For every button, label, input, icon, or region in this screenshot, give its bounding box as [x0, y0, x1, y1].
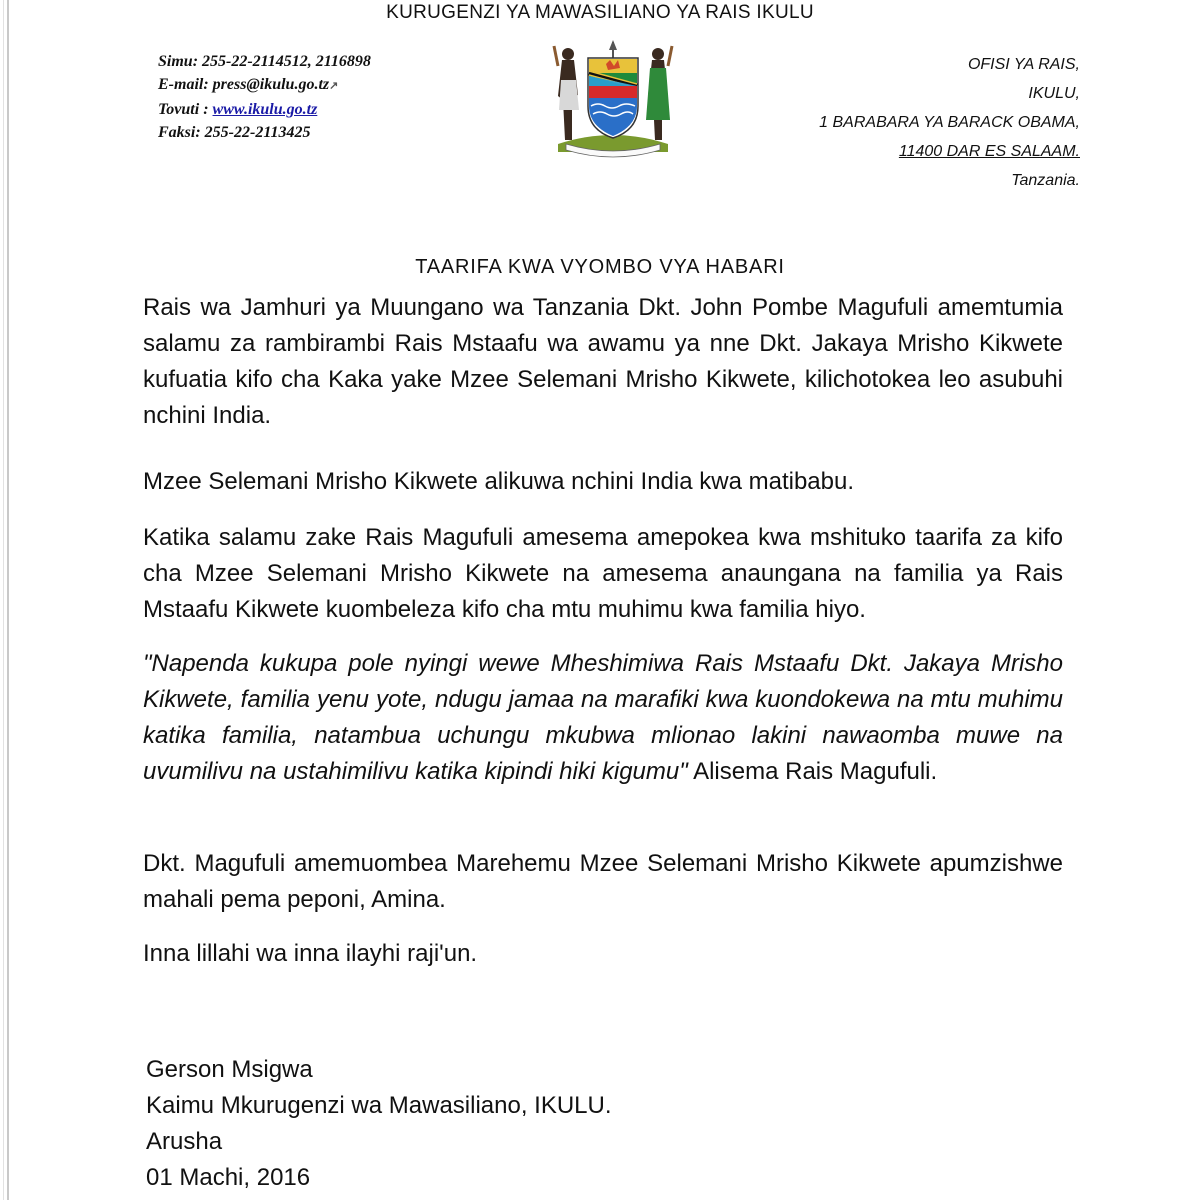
- office-title: KURUGENZI YA MAWASILIANO YA RAIS IKULU: [386, 2, 814, 23]
- tanzania-coat-of-arms-icon: [548, 40, 678, 158]
- paragraph-2: Mzee Selemani Mrisho Kikwete alikuwa nchini India kwa matibabu.: [143, 468, 854, 495]
- paragraph-6: Inna lillahi wa inna ilayhi raji'un.: [143, 940, 478, 967]
- quote-attribution: Alisema Rais Magufuli.: [687, 758, 938, 785]
- signature-block: [146, 1052, 612, 1196]
- paragraph-5: Dkt. Magufuli amemuombea Marehemu Mzee Selemani Mrisho Kikwete apumzishwe mahali pema peponi, Amina.: [143, 850, 1063, 913]
- contact-block: [158, 50, 371, 144]
- address-line-1: OFISI YA RAIS,: [967, 56, 1080, 73]
- signatory-name: Gerson Msigwa: [146, 1056, 313, 1083]
- fax-line: Faksi: 255-22-2113425: [158, 124, 311, 141]
- release-title: TAARIFA KWA VYOMBO VYA HABARI: [415, 256, 785, 278]
- page-edge-shadow: [3, 0, 4, 1200]
- website-line: [158, 98, 371, 121]
- signing-place: Arusha: [146, 1128, 223, 1155]
- address-line-5: Tanzania.: [1011, 172, 1080, 189]
- quote-text: "Napenda kukupa pole nyingi wewe Mheshimiwa Rais Mstaafu Dkt. Jakaya Mrisho Kikwete, familia yenu yote, ndugu jamaa na marafiki kwa kuondokewa na mtu muhimu katika familia, natambua uchungu mkubwa mlionao lakini nawaomba muwe na uvumilivu na ustahimilivu katika kipindi hiki kigumu": [143, 650, 1063, 785]
- address-line-4: 11400 DAR ES SALAAM.: [898, 143, 1080, 160]
- website-label: Tovuti :: [158, 101, 213, 118]
- signing-date: 01 Machi, 2016: [146, 1164, 311, 1191]
- address-line-3: 1 BARABARA YA BARACK OBAMA,: [819, 114, 1080, 131]
- email-line: [158, 73, 371, 98]
- paragraph-3: Katika salamu zake Rais Magufuli amesema amepokea kwa mshituko taarifa za kifo cha Mzee Selemani Mrisho Kikwete na amesema anaungana na familia ya Rais Mstaafu Kikwete kuombeleza kifo cha mtu muhimu kwa familia hiyo.: [143, 524, 1063, 623]
- paragraph-4-quote: [143, 646, 1063, 790]
- email-text[interactable]: E-mail: press@ikulu.go.tz: [158, 76, 330, 93]
- signatory-position: Kaimu Mkurugenzi wa Mawasiliano, IKULU.: [146, 1092, 612, 1119]
- address-line-2: IKULU,: [1028, 85, 1080, 102]
- paragraph-1: Rais wa Jamhuri ya Muungano wa Tanzania Dkt. John Pombe Magufuli amemtumia salamu za rambirambi Rais Mstaafu wa awamu ya nne Dkt. Jakaya Mrisho Kikwete kufuatia kifo cha Kaka yake Mzee Selemani Mrisho Kikwete, kilichotokea leo asubuhi nchini India.: [143, 294, 1063, 429]
- external-link-icon: ↗: [329, 80, 339, 92]
- phone-line: Simu: 255-22-2114512, 2116898: [158, 53, 371, 70]
- address-block: [819, 50, 1080, 195]
- page-edge: [7, 0, 9, 1200]
- website-link[interactable]: www.ikulu.go.tz: [212, 101, 318, 118]
